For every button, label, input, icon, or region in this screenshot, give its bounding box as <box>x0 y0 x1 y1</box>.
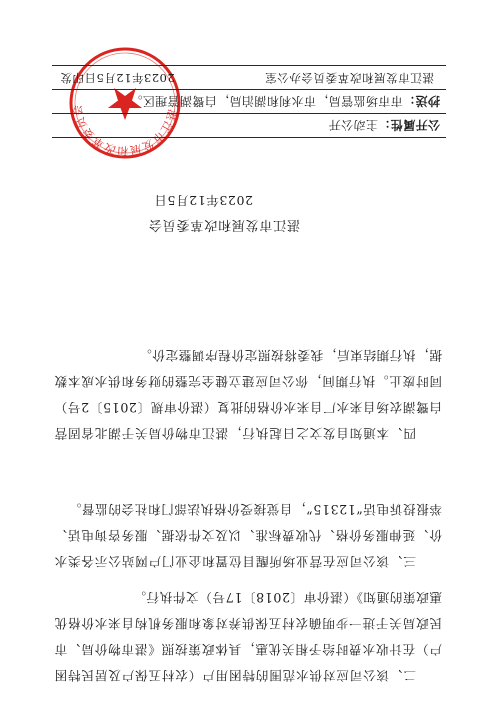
signing-date: 2023年12月5日 <box>153 193 253 208</box>
public-attribute-label: 公开属性： <box>377 118 440 132</box>
cc-label: 抄送： <box>402 94 440 108</box>
paragraph-three: 三、该公司应在营业场所醒目位置和企业门户网站公示各类水价、延伸服务价格、代收费标准、以及文件依据、服务咨询电话、举报投诉电话“12315”，自觉接受价格执法部门和社会的监督。 <box>54 502 442 569</box>
signing-organization: 湛江市发展和改革委员会 <box>148 217 300 232</box>
footer-rule-top <box>52 137 446 138</box>
public-attribute <box>328 117 440 134</box>
issuing-office: 湛江市发展和改革委员会办公室 <box>264 71 434 85</box>
cc-value: 市市场监管局，市水利和湖泊局，白鹭湖管理区。 <box>129 94 403 108</box>
issue-date: 2023年12月5日印发 <box>60 71 175 85</box>
paragraph-four: 四、本通知自发文之日起执行，湛江市物价局关于湖北省固营白鹭湖农场自来水厂自来水价格的批复（湛价审规〔2015〕2号）同时废止。执行期间，你公司应建立健全完整的财务和供水成本数据，执行期结束后，我委将按照定价程序调整定价。 <box>54 348 442 441</box>
cc-line <box>130 93 440 110</box>
paragraph-two: 二、该公司应对供水范围的特困用户（农村五保户及居民特困户）在计收水费时给予相关优惠，具体政策按照《湛市物价局、市民政局关于进一步明确农村五保供养对象和服务机构自来水价格优惠政策的通知》（湛价审〔2018〕17号）文件执行。 <box>54 590 442 683</box>
footer-rule-bottom <box>52 65 446 66</box>
footer-rule-lower <box>52 89 446 90</box>
public-attribute-value: 主动公开 <box>328 118 378 132</box>
footer-rule-middle <box>52 113 446 114</box>
seal-text: 湛江市发展和改革委员会 <box>70 103 179 158</box>
